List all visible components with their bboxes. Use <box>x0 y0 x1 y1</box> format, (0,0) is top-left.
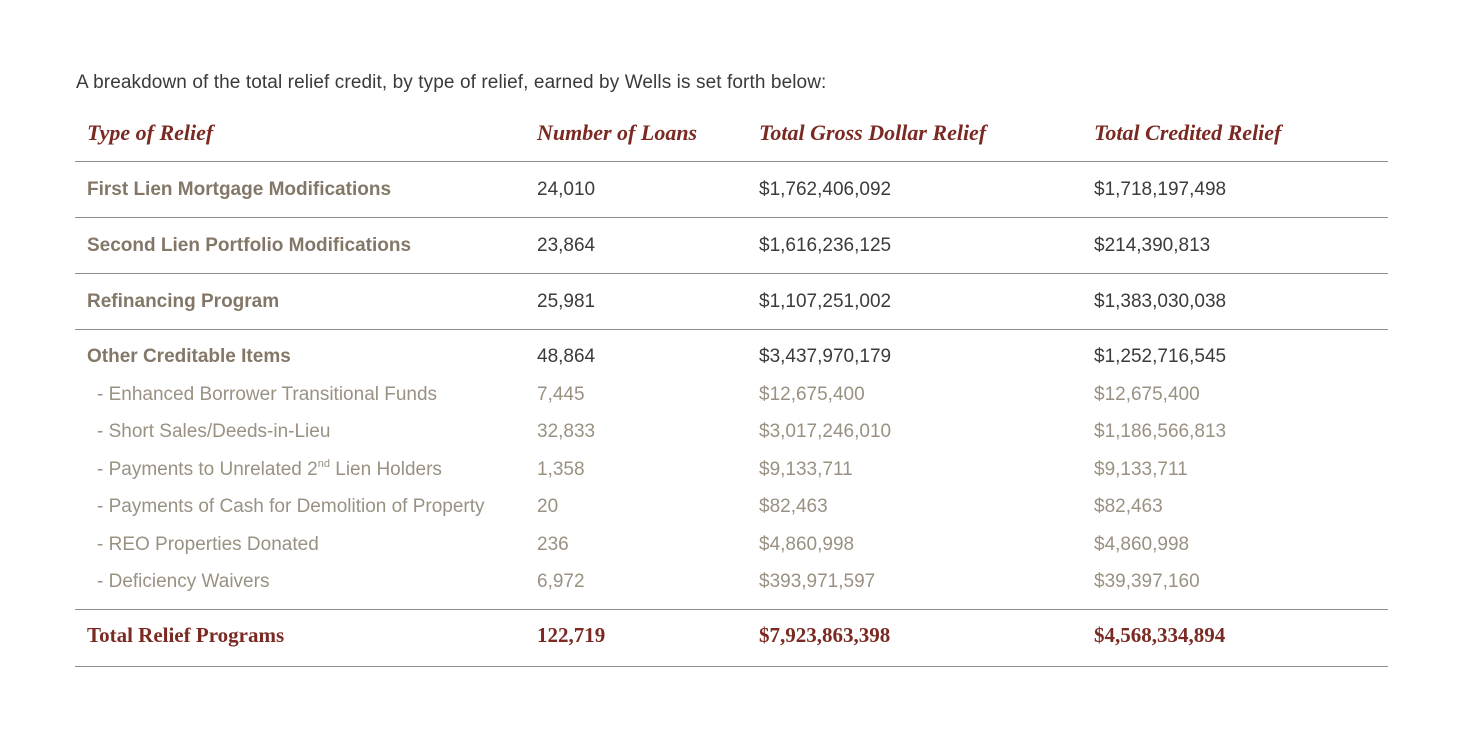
sub-row-cash-for-demolition <box>75 496 1388 520</box>
row-credited-value: $1,718,197,498 <box>1094 179 1227 200</box>
sub-row-gross-value: $82,463 <box>759 496 828 517</box>
table-row-other-creditable-items <box>75 330 1388 610</box>
sub-row-reo-properties-donated <box>75 534 1388 558</box>
sub-row-credited-value: $82,463 <box>1094 496 1163 517</box>
total-gross-value: $7,923,863,398 <box>759 623 891 647</box>
header-total-gross-dollar-relief: Total Gross Dollar Relief <box>759 120 987 145</box>
total-loans-value: 122,719 <box>537 623 606 647</box>
row-credited-value: $214,390,813 <box>1094 235 1211 256</box>
sub-row-type-label: - REO Properties Donated <box>97 534 319 555</box>
row-gross-value: $1,616,236,125 <box>759 235 892 256</box>
sub-row-type-label: - Enhanced Borrower Transitional Funds <box>97 384 438 405</box>
sub-row-loans-value: 7,445 <box>537 384 585 405</box>
sub-row-deficiency-waivers <box>75 571 1388 595</box>
row-gross-value: $1,107,251,002 <box>759 291 892 312</box>
table-row-refinancing <box>75 274 1388 330</box>
total-credited-value: $4,568,334,894 <box>1094 623 1226 647</box>
row-type-label: First Lien Mortgage Modifications <box>87 179 392 200</box>
sub-row-credited-value: $12,675,400 <box>1094 384 1200 405</box>
sub-row-loans-value: 32,833 <box>537 421 596 442</box>
sub-row-gross-value: $4,860,998 <box>759 534 855 555</box>
sub-row-gross-value: $9,133,711 <box>759 459 853 480</box>
relief-table <box>75 108 1388 667</box>
total-type-label: Total Relief Programs <box>87 623 285 647</box>
sub-row-type-label: - Payments of Cash for Demolition of Property <box>97 496 485 517</box>
sub-row-type-label: - Payments to Unrelated 2nd Lien Holders <box>97 458 442 480</box>
row-loans-value: 24,010 <box>537 179 596 200</box>
row-gross-value: $3,437,970,179 <box>759 346 892 367</box>
row-credited-value: $1,252,716,545 <box>1094 346 1227 367</box>
sub-row-gross-value: $3,017,246,010 <box>759 421 892 442</box>
sub-row-credited-value: $4,860,998 <box>1094 534 1190 555</box>
row-gross-value: $1,762,406,092 <box>759 179 892 200</box>
sub-row-short-sales <box>75 421 1388 445</box>
sub-row-gross-value: $12,675,400 <box>759 384 865 405</box>
row-credited-value: $1,383,030,038 <box>1094 291 1227 312</box>
sub-row-loans-value: 236 <box>537 534 569 555</box>
sub-row-type-label: - Short Sales/Deeds-in-Lieu <box>97 421 331 442</box>
table-header-row <box>75 108 1388 162</box>
intro-text: A breakdown of the total relief credit, by type of relief, earned by Wells is set forth below: <box>76 72 827 93</box>
other-items-summary <box>75 346 1388 370</box>
header-total-credited-relief: Total Credited Relief <box>1094 120 1282 145</box>
header-type-of-relief: Type of Relief <box>87 120 214 145</box>
sub-row-credited-value: $9,133,711 <box>1094 459 1188 480</box>
table-row-first-lien <box>75 162 1388 218</box>
row-type-label: Second Lien Portfolio Modifications <box>87 235 412 256</box>
sub-row-type-label: - Deficiency Waivers <box>97 571 270 592</box>
sub-row-payments-unrelated-lien-holders <box>75 459 1388 483</box>
sub-row-loans-value: 1,358 <box>537 459 585 480</box>
header-number-of-loans: Number of Loans <box>537 120 698 145</box>
sub-row-loans-value: 20 <box>537 496 559 517</box>
sub-row-loans-value: 6,972 <box>537 571 585 592</box>
sub-row-gross-value: $393,971,597 <box>759 571 876 592</box>
row-loans-value: 48,864 <box>537 346 596 367</box>
row-type-label: Other Creditable Items <box>87 346 291 367</box>
row-loans-value: 23,864 <box>537 235 596 256</box>
row-loans-value: 25,981 <box>537 291 596 312</box>
sub-row-credited-value: $39,397,160 <box>1094 571 1200 592</box>
table-row-total <box>75 610 1388 667</box>
row-type-label: Refinancing Program <box>87 291 280 312</box>
table-row-second-lien <box>75 218 1388 274</box>
sub-row-enhanced-borrower <box>75 384 1388 408</box>
sub-row-credited-value: $1,186,566,813 <box>1094 421 1227 442</box>
